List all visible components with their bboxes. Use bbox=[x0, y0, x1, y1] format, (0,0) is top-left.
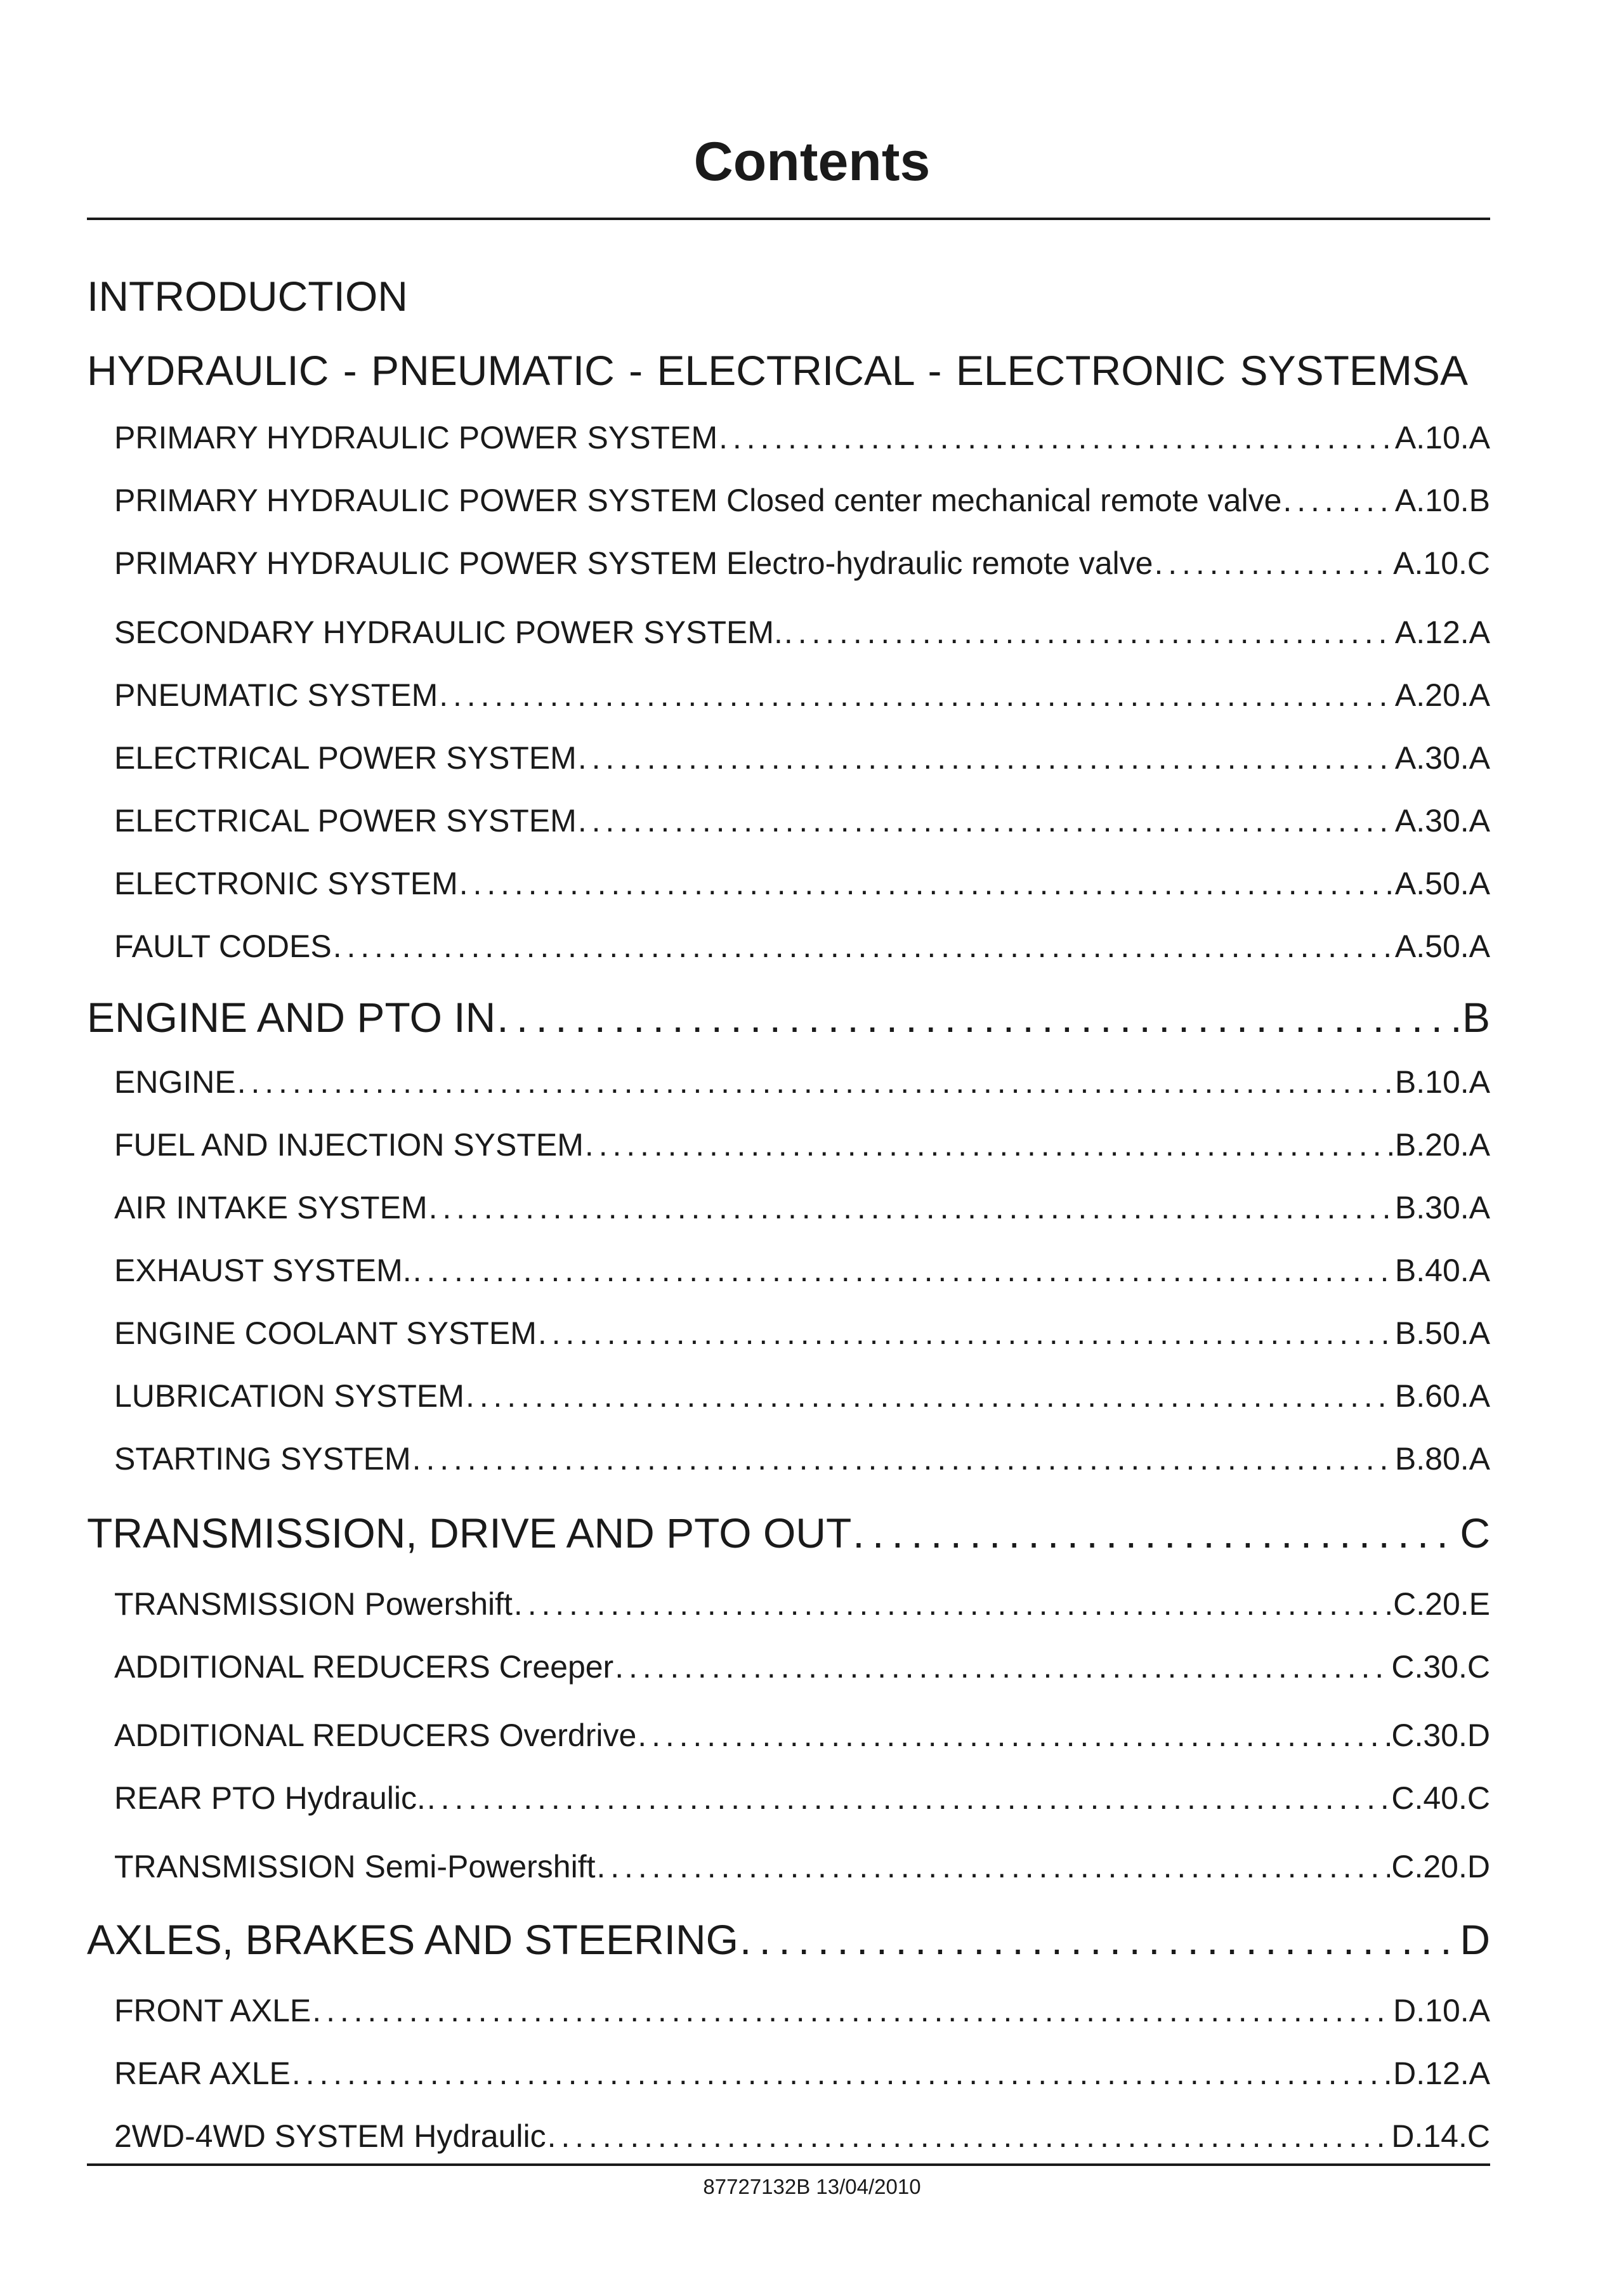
toc-entry[interactable] bbox=[114, 864, 1490, 903]
dot-leader bbox=[333, 927, 1394, 965]
toc-entry[interactable] bbox=[114, 1251, 1490, 1289]
toc-entry-title: PRIMARY HYDRAULIC POWER SYSTEM Closed center mechanical remote valve bbox=[114, 483, 1282, 518]
toc-entry-page: C.30.C bbox=[1391, 1649, 1490, 1685]
toc-entry-title: SECONDARY HYDRAULIC POWER SYSTEM. bbox=[114, 615, 783, 650]
toc-entry[interactable] bbox=[114, 927, 1490, 965]
dot-leader bbox=[1283, 481, 1393, 519]
toc-entry[interactable] bbox=[114, 1377, 1490, 1415]
dot-leader bbox=[596, 1848, 1390, 1886]
toc-entry-page: B.10.A bbox=[1394, 1064, 1490, 1100]
toc-entry[interactable] bbox=[114, 739, 1490, 777]
toc-section-page: D bbox=[1460, 1916, 1490, 1963]
toc-entry-title: ADDITIONAL REDUCERS Creeper bbox=[114, 1649, 614, 1685]
toc-entry[interactable] bbox=[114, 1648, 1490, 1686]
dot-leader bbox=[412, 1440, 1394, 1478]
toc-entry-title: REAR PTO Hydraulic. bbox=[114, 1780, 426, 1816]
toc-entry-title: REAR AXLE bbox=[114, 2056, 291, 2091]
footer-divider bbox=[87, 2163, 1490, 2166]
dot-leader bbox=[466, 1377, 1394, 1415]
toc-entry[interactable] bbox=[114, 1314, 1490, 1352]
toc-entry-title: TRANSMISSION Semi-Powershift bbox=[114, 1849, 596, 1884]
dot-leader bbox=[312, 1992, 1392, 2030]
toc-entry-title: ENGINE bbox=[114, 1064, 236, 1100]
toc-entry-title: EXHAUST SYSTEM. bbox=[114, 1253, 412, 1288]
toc-entry-page: B.80.A bbox=[1394, 1441, 1490, 1477]
toc-entry-page: A.50.A bbox=[1394, 866, 1490, 901]
dot-leader bbox=[638, 1716, 1390, 1754]
toc-entry[interactable] bbox=[114, 613, 1490, 651]
toc-entry-page: A.10.A bbox=[1394, 420, 1490, 455]
toc-entry-page: A.10.B bbox=[1394, 483, 1490, 518]
toc-entry-page: B.50.A bbox=[1394, 1315, 1490, 1351]
toc-entry-page: C.30.D bbox=[1391, 1718, 1490, 1753]
toc-entry-title: FUEL AND INJECTION SYSTEM bbox=[114, 1127, 584, 1163]
toc-entry-page: B.30.A bbox=[1394, 1190, 1490, 1225]
toc-entry-page: C.20.E bbox=[1393, 1586, 1490, 1622]
toc-section-introduction[interactable]: INTRODUCTION bbox=[87, 273, 408, 320]
dot-leader bbox=[578, 802, 1394, 840]
toc-entry-page: A.20.A bbox=[1394, 677, 1490, 713]
dot-leader bbox=[459, 864, 1394, 903]
toc-entry[interactable] bbox=[114, 1779, 1490, 1817]
toc-entry-page: D.12.A bbox=[1393, 2056, 1490, 2091]
toc-entry-title: FAULT CODES bbox=[114, 929, 332, 964]
toc-entry[interactable] bbox=[114, 544, 1490, 582]
dot-leader bbox=[578, 739, 1394, 777]
toc-entry-page: B.40.A bbox=[1394, 1253, 1490, 1288]
toc-entry-title: LUBRICATION SYSTEM bbox=[114, 1378, 464, 1414]
toc-entry[interactable] bbox=[114, 676, 1490, 714]
dot-leader bbox=[413, 1251, 1394, 1289]
toc-section-axles[interactable] bbox=[87, 1914, 1490, 1965]
toc-section-engine[interactable] bbox=[87, 992, 1490, 1043]
dot-leader bbox=[514, 1585, 1392, 1623]
dot-leader bbox=[585, 1126, 1394, 1164]
dot-leader bbox=[719, 419, 1394, 457]
dot-leader bbox=[292, 2054, 1392, 2092]
toc-entry-page: A.30.A bbox=[1394, 740, 1490, 776]
toc-entry[interactable] bbox=[114, 2054, 1490, 2092]
toc-entry-page: A.50.A bbox=[1394, 929, 1490, 964]
dot-leader bbox=[429, 1189, 1394, 1227]
page-title: Contents bbox=[693, 131, 931, 192]
document-footer: 87727132B 13/04/2010 bbox=[703, 2175, 921, 2198]
toc-section-title: ENGINE AND PTO IN bbox=[87, 994, 496, 1041]
toc-entry-page: B.60.A bbox=[1394, 1378, 1490, 1414]
dot-leader bbox=[547, 2117, 1391, 2155]
toc-entry-title: AIR INTAKE SYSTEM bbox=[114, 1190, 428, 1225]
toc-entry[interactable] bbox=[114, 802, 1490, 840]
toc-entry-page: A.10.C bbox=[1393, 545, 1490, 581]
toc-entry-page: C.40.C bbox=[1391, 1780, 1490, 1816]
toc-entry-title: ADDITIONAL REDUCERS Overdrive bbox=[114, 1718, 637, 1753]
dot-leader bbox=[1154, 544, 1392, 582]
toc-entry-title: FRONT AXLE bbox=[114, 1993, 311, 2028]
dot-leader bbox=[538, 1314, 1394, 1352]
toc-entry[interactable] bbox=[114, 419, 1490, 457]
toc-entry[interactable] bbox=[114, 481, 1490, 519]
dot-leader bbox=[427, 1779, 1391, 1817]
toc-entry-title: STARTING SYSTEM bbox=[114, 1441, 411, 1477]
toc-entry-title: TRANSMISSION Powershift bbox=[114, 1586, 513, 1622]
toc-entry-title: ENGINE COOLANT SYSTEM bbox=[114, 1315, 537, 1351]
toc-entry-page: C.20.D bbox=[1391, 1849, 1490, 1884]
toc-entry[interactable] bbox=[114, 1440, 1490, 1478]
toc-section-page: C bbox=[1460, 1510, 1490, 1556]
dot-leader bbox=[439, 676, 1394, 714]
header-divider bbox=[87, 218, 1490, 220]
toc-entry-page: D.10.A bbox=[1393, 1993, 1490, 2028]
toc-section-hydraulic[interactable]: HYDRAULIC - PNEUMATIC - ELECTRICAL - ELECTRONIC SYSTEMSA bbox=[87, 347, 1468, 394]
toc-entry-title: ELECTRICAL POWER SYSTEM bbox=[114, 803, 577, 838]
toc-entry-page: B.20.A bbox=[1394, 1127, 1490, 1163]
toc-entry[interactable] bbox=[114, 1126, 1490, 1164]
toc-entry-title: ELECTRICAL POWER SYSTEM bbox=[114, 740, 577, 776]
toc-entry-page: A.30.A bbox=[1394, 803, 1490, 838]
toc-entry-title: PRIMARY HYDRAULIC POWER SYSTEM Electro-hydraulic remote valve bbox=[114, 545, 1153, 581]
toc-section-title: AXLES, BRAKES AND STEERING bbox=[87, 1916, 738, 1963]
toc-entry[interactable] bbox=[114, 1992, 1490, 2030]
dot-leader bbox=[784, 613, 1394, 651]
toc-entry[interactable] bbox=[114, 1063, 1490, 1101]
toc-section-transmission[interactable] bbox=[87, 1508, 1490, 1558]
toc-entry[interactable] bbox=[114, 1848, 1490, 1886]
dot-leader bbox=[615, 1648, 1390, 1686]
toc-section-page: B bbox=[1462, 994, 1490, 1041]
toc-entry-page: A.12.A bbox=[1394, 615, 1490, 650]
toc-entry-title: PNEUMATIC SYSTEM bbox=[114, 677, 438, 713]
dot-leader bbox=[853, 1508, 1458, 1558]
dot-leader bbox=[237, 1063, 1394, 1101]
toc-entry-title: 2WD-4WD SYSTEM Hydraulic bbox=[114, 2118, 546, 2154]
dot-leader bbox=[497, 992, 1461, 1043]
toc-entry-page: D.14.C bbox=[1391, 2118, 1490, 2154]
toc-entry[interactable] bbox=[114, 1716, 1490, 1754]
toc-entry[interactable] bbox=[114, 1585, 1490, 1623]
toc-entry[interactable] bbox=[114, 2117, 1490, 2155]
dot-leader bbox=[740, 1914, 1458, 1965]
toc-section-title: TRANSMISSION, DRIVE AND PTO OUT bbox=[87, 1510, 852, 1556]
toc-entry-title: ELECTRONIC SYSTEM bbox=[114, 866, 458, 901]
toc-entry[interactable] bbox=[114, 1189, 1490, 1227]
toc-entry-title: PRIMARY HYDRAULIC POWER SYSTEM bbox=[114, 420, 718, 455]
